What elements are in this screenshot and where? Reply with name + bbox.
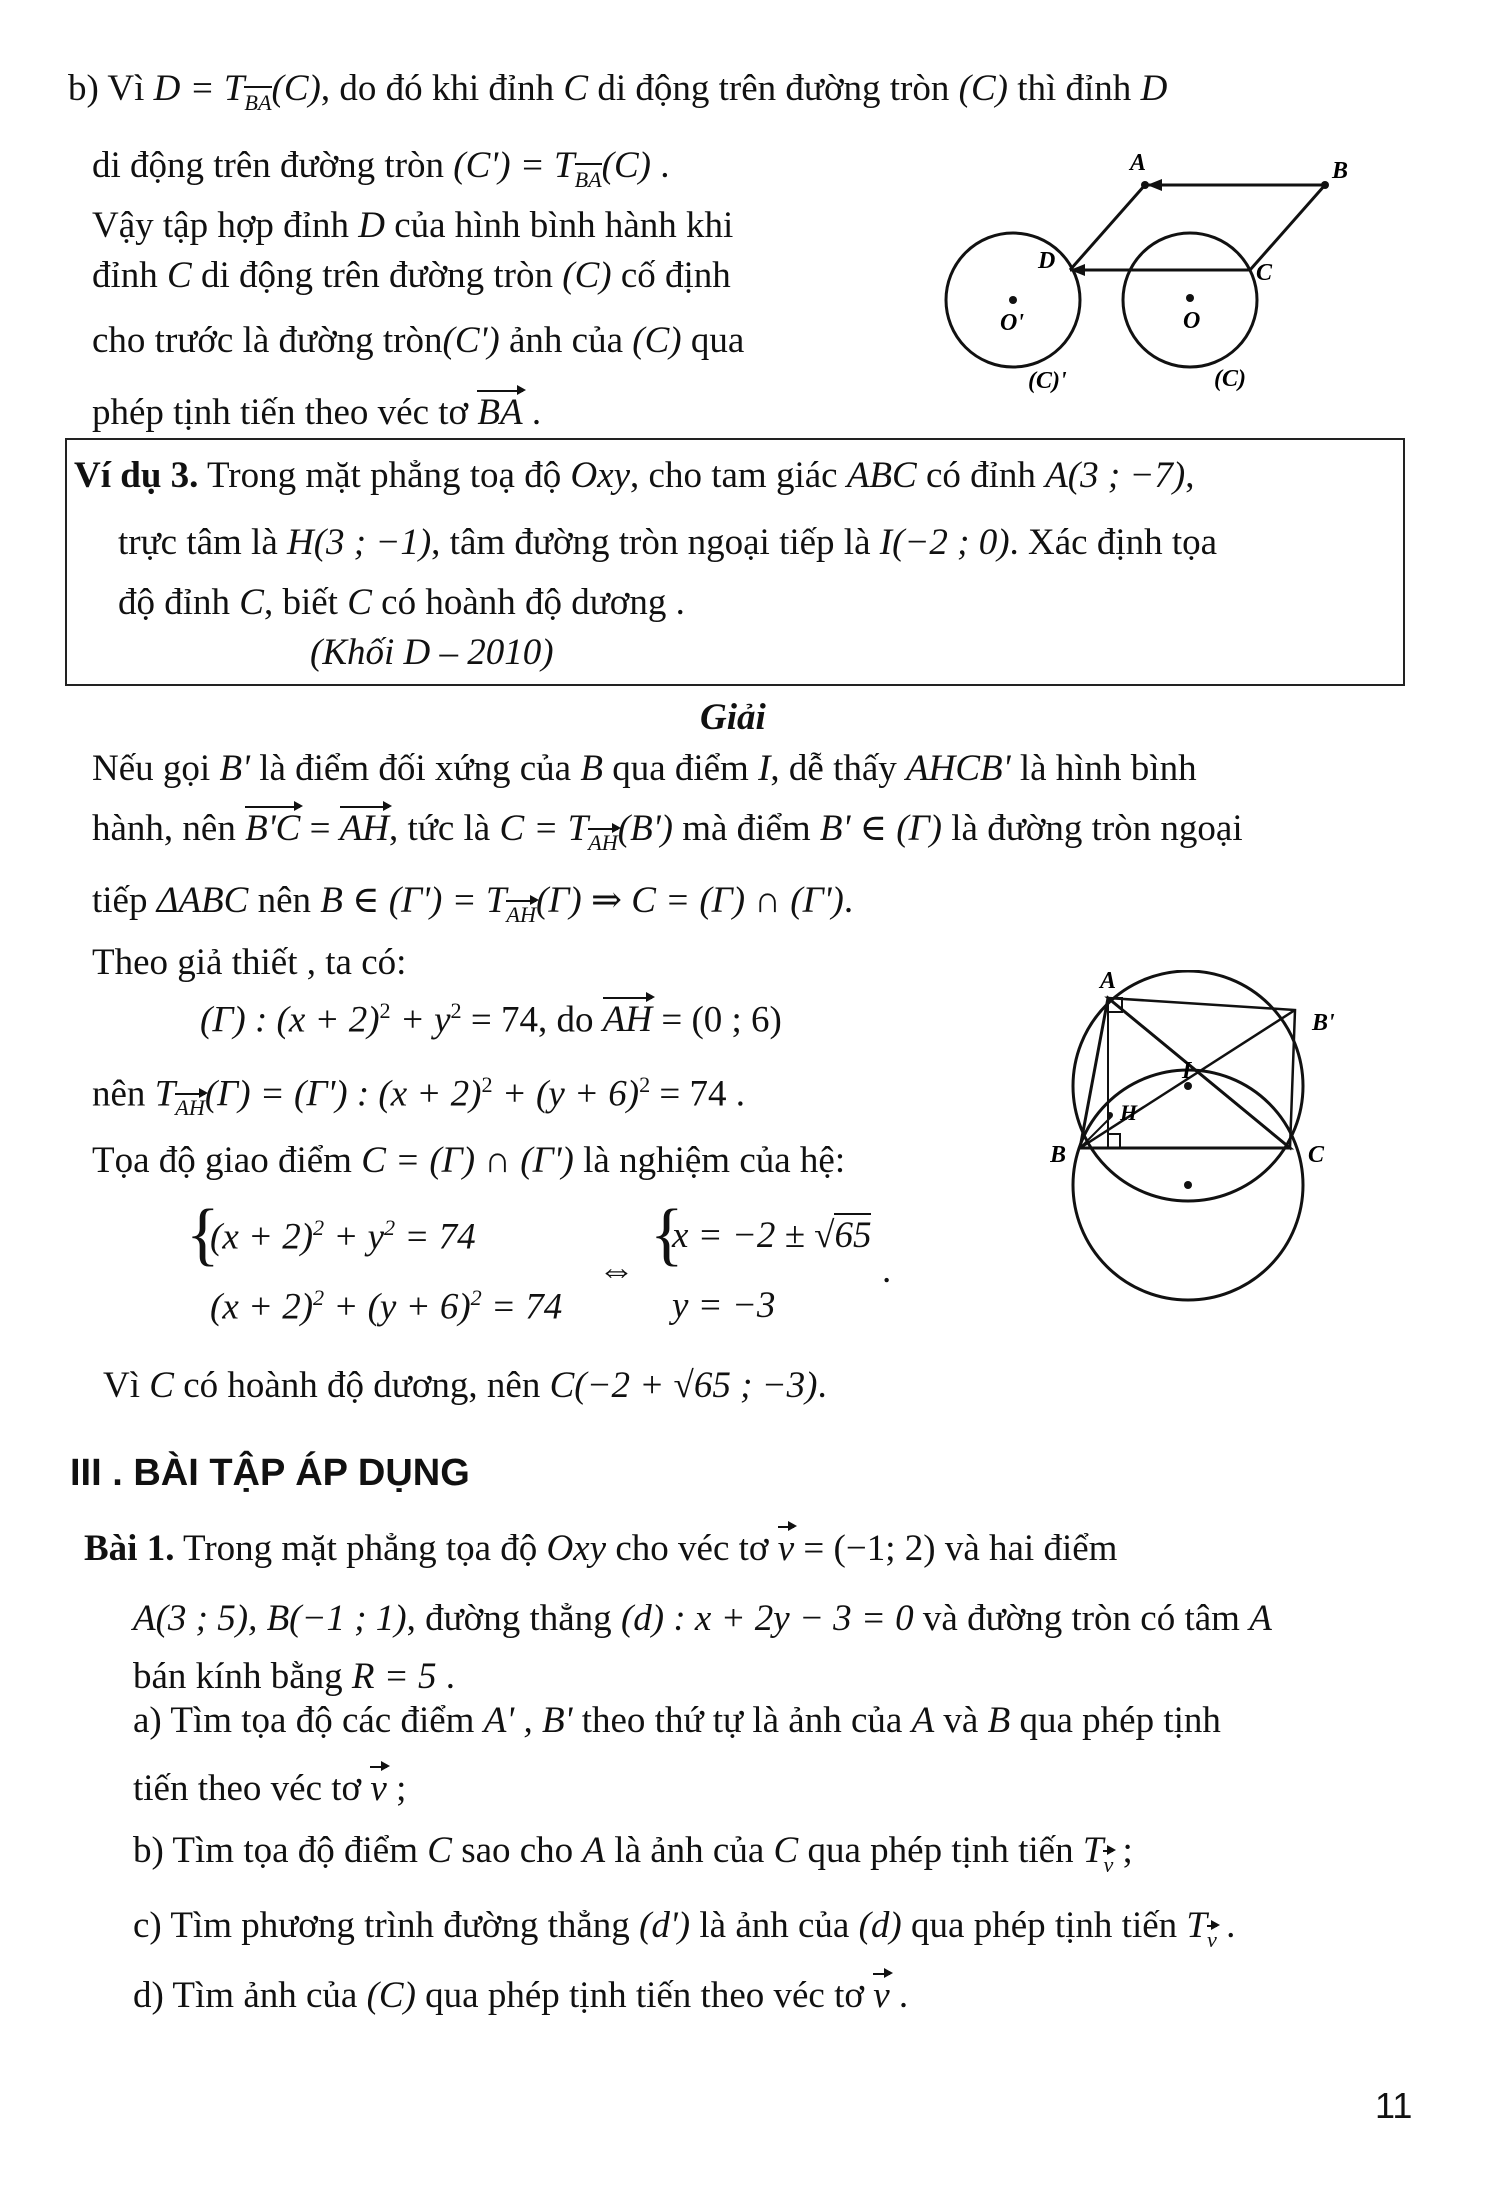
- solution-line-3: tiếp ΔABC nên B ∈ (Γ') = TAH(Γ) ⇒ C = (Γ) ∩ (Γ').: [92, 880, 854, 927]
- solution-x: x = −2 ± √65: [672, 1215, 872, 1256]
- section-heading: III . BÀI TẬP ÁP DỤNG: [70, 1452, 470, 1494]
- exercise-1d: d) Tìm ảnh của (C) qua phép tịnh tiến theo véc tơ v .: [133, 1975, 909, 2016]
- system-period: .: [882, 1250, 892, 1291]
- system-equation-1: $(x + 2)^2 + y^2 = 74$: [210, 1215, 476, 1258]
- solution-y: y = −3: [672, 1285, 776, 1326]
- fig2-label-i: I: [1182, 1058, 1192, 1084]
- fig2-label-c: C: [1308, 1142, 1325, 1168]
- solution-line-6: nên TAH(Γ) = (Γ') : $(x + 2)^2 + (y + 6)^2 = 74$ .: [92, 1072, 746, 1121]
- solution-line-1: Nếu gọi B' là điểm đối xứng của B qua điểm I, dễ thấy AHCB' là hình bình: [92, 748, 1197, 789]
- solution-brace-left: {: [650, 1196, 684, 1273]
- exercise-1c: c) Tìm phương trình đường thẳng (d') là ảnh của (d) qua phép tịnh tiến Tv .: [133, 1905, 1236, 1952]
- part-b-line-1: b) Vì D = TBA(C), do đó khi đỉnh C di động trên đường tròn (C) thì đỉnh D: [68, 68, 1168, 115]
- fig1-label-circle-c-prime: (C)': [1028, 368, 1067, 394]
- system-brace-left: {: [186, 1196, 220, 1273]
- part-b-line-5: cho trước là đường tròn(C') ảnh của (C) qua: [92, 320, 745, 361]
- example-3-line-2: trực tâm là H(3 ; −1), tâm đường tròn ngoại tiếp là I(−2 ; 0). Xác định tọa: [118, 522, 1218, 563]
- part-b-line-4: đỉnh C di động trên đường tròn (C) cố định: [92, 255, 731, 296]
- fig1-label-c: C: [1256, 260, 1273, 286]
- exercise-1a-line-2: tiến theo véc tơ v ;: [133, 1768, 407, 1809]
- fig1-label-circle-c: (C): [1214, 366, 1246, 392]
- solution-line-4: Theo giả thiết , ta có:: [92, 942, 407, 983]
- fig2-label-b: B: [1050, 1142, 1067, 1168]
- fig1-label-o-prime: O': [1000, 310, 1024, 336]
- solution-title: Giải: [700, 697, 766, 738]
- example-3-line-3: độ đỉnh C, biết C có hoành độ dương .: [118, 582, 685, 623]
- fig1-label-a: A: [1130, 150, 1147, 176]
- page-number: 11: [1375, 2085, 1413, 2126]
- fig2-label-h: H: [1120, 1100, 1138, 1125]
- figure-triangle-circles: [1050, 970, 1390, 1330]
- example-3-source: (Khối D – 2010): [310, 632, 554, 673]
- part-b-line-6: phép tịnh tiến theo véc tơ BA .: [92, 392, 542, 433]
- fig2-label-b-prime: B': [1312, 1010, 1335, 1036]
- part-b-line-3: Vậy tập hợp đỉnh D của hình bình hành khi: [92, 205, 734, 246]
- example-3-line-1: Ví dụ 3. Trong mặt phẳng toạ độ Oxy, cho tam giác ABC có đỉnh A(3 ; −7),: [74, 455, 1195, 496]
- solution-line-2: hành, nên B'C = AH, tức là C = TAH(B') mà điểm B' ∈ (Γ) là đường tròn ngoại: [92, 808, 1243, 855]
- solution-conclusion: Vì C có hoành độ dương, nên C(−2 + √65 ; −3).: [103, 1365, 827, 1406]
- exercise-1-line-1: Bài 1. Trong mặt phẳng tọa độ Oxy cho véc tơ v = (−1; 2) và hai điểm: [84, 1528, 1118, 1569]
- solution-line-5: (Γ) : $(x + 2)^2 + y^2 = 74$, do AH = (0 ; 6): [200, 998, 782, 1041]
- fig1-label-o: O: [1183, 308, 1201, 334]
- fig1-label-d: D: [1038, 248, 1056, 274]
- exercise-1-line-2: A(3 ; 5), B(−1 ; 1), đường thẳng (d) : x + 2y − 3 = 0 và đường tròn có tâm A: [133, 1598, 1272, 1639]
- fig1-label-b: B: [1332, 158, 1349, 184]
- part-b-line-2: di động trên đường tròn (C') = TBA(C) .: [92, 145, 670, 192]
- figure-parallelogram: [940, 140, 1380, 400]
- equivalence-symbol: ⇔: [598, 1250, 635, 1291]
- exercise-1-line-3: bán kính bằng R = 5 .: [133, 1656, 455, 1697]
- exercise-1b: b) Tìm tọa độ điểm C sao cho A là ảnh của C qua phép tịnh tiến Tv ;: [133, 1830, 1133, 1877]
- exercise-1a-line-1: a) Tìm tọa độ các điểm A' , B' theo thứ tự là ảnh của A và B qua phép tịnh: [133, 1700, 1221, 1741]
- system-equation-2: $(x + 2)^2 + (y + 6)^2 = 74$: [210, 1285, 563, 1328]
- solution-line-7: Tọa độ giao điểm C = (Γ) ∩ (Γ') là nghiệm của hệ:: [92, 1140, 846, 1181]
- fig2-label-a: A: [1100, 970, 1117, 994]
